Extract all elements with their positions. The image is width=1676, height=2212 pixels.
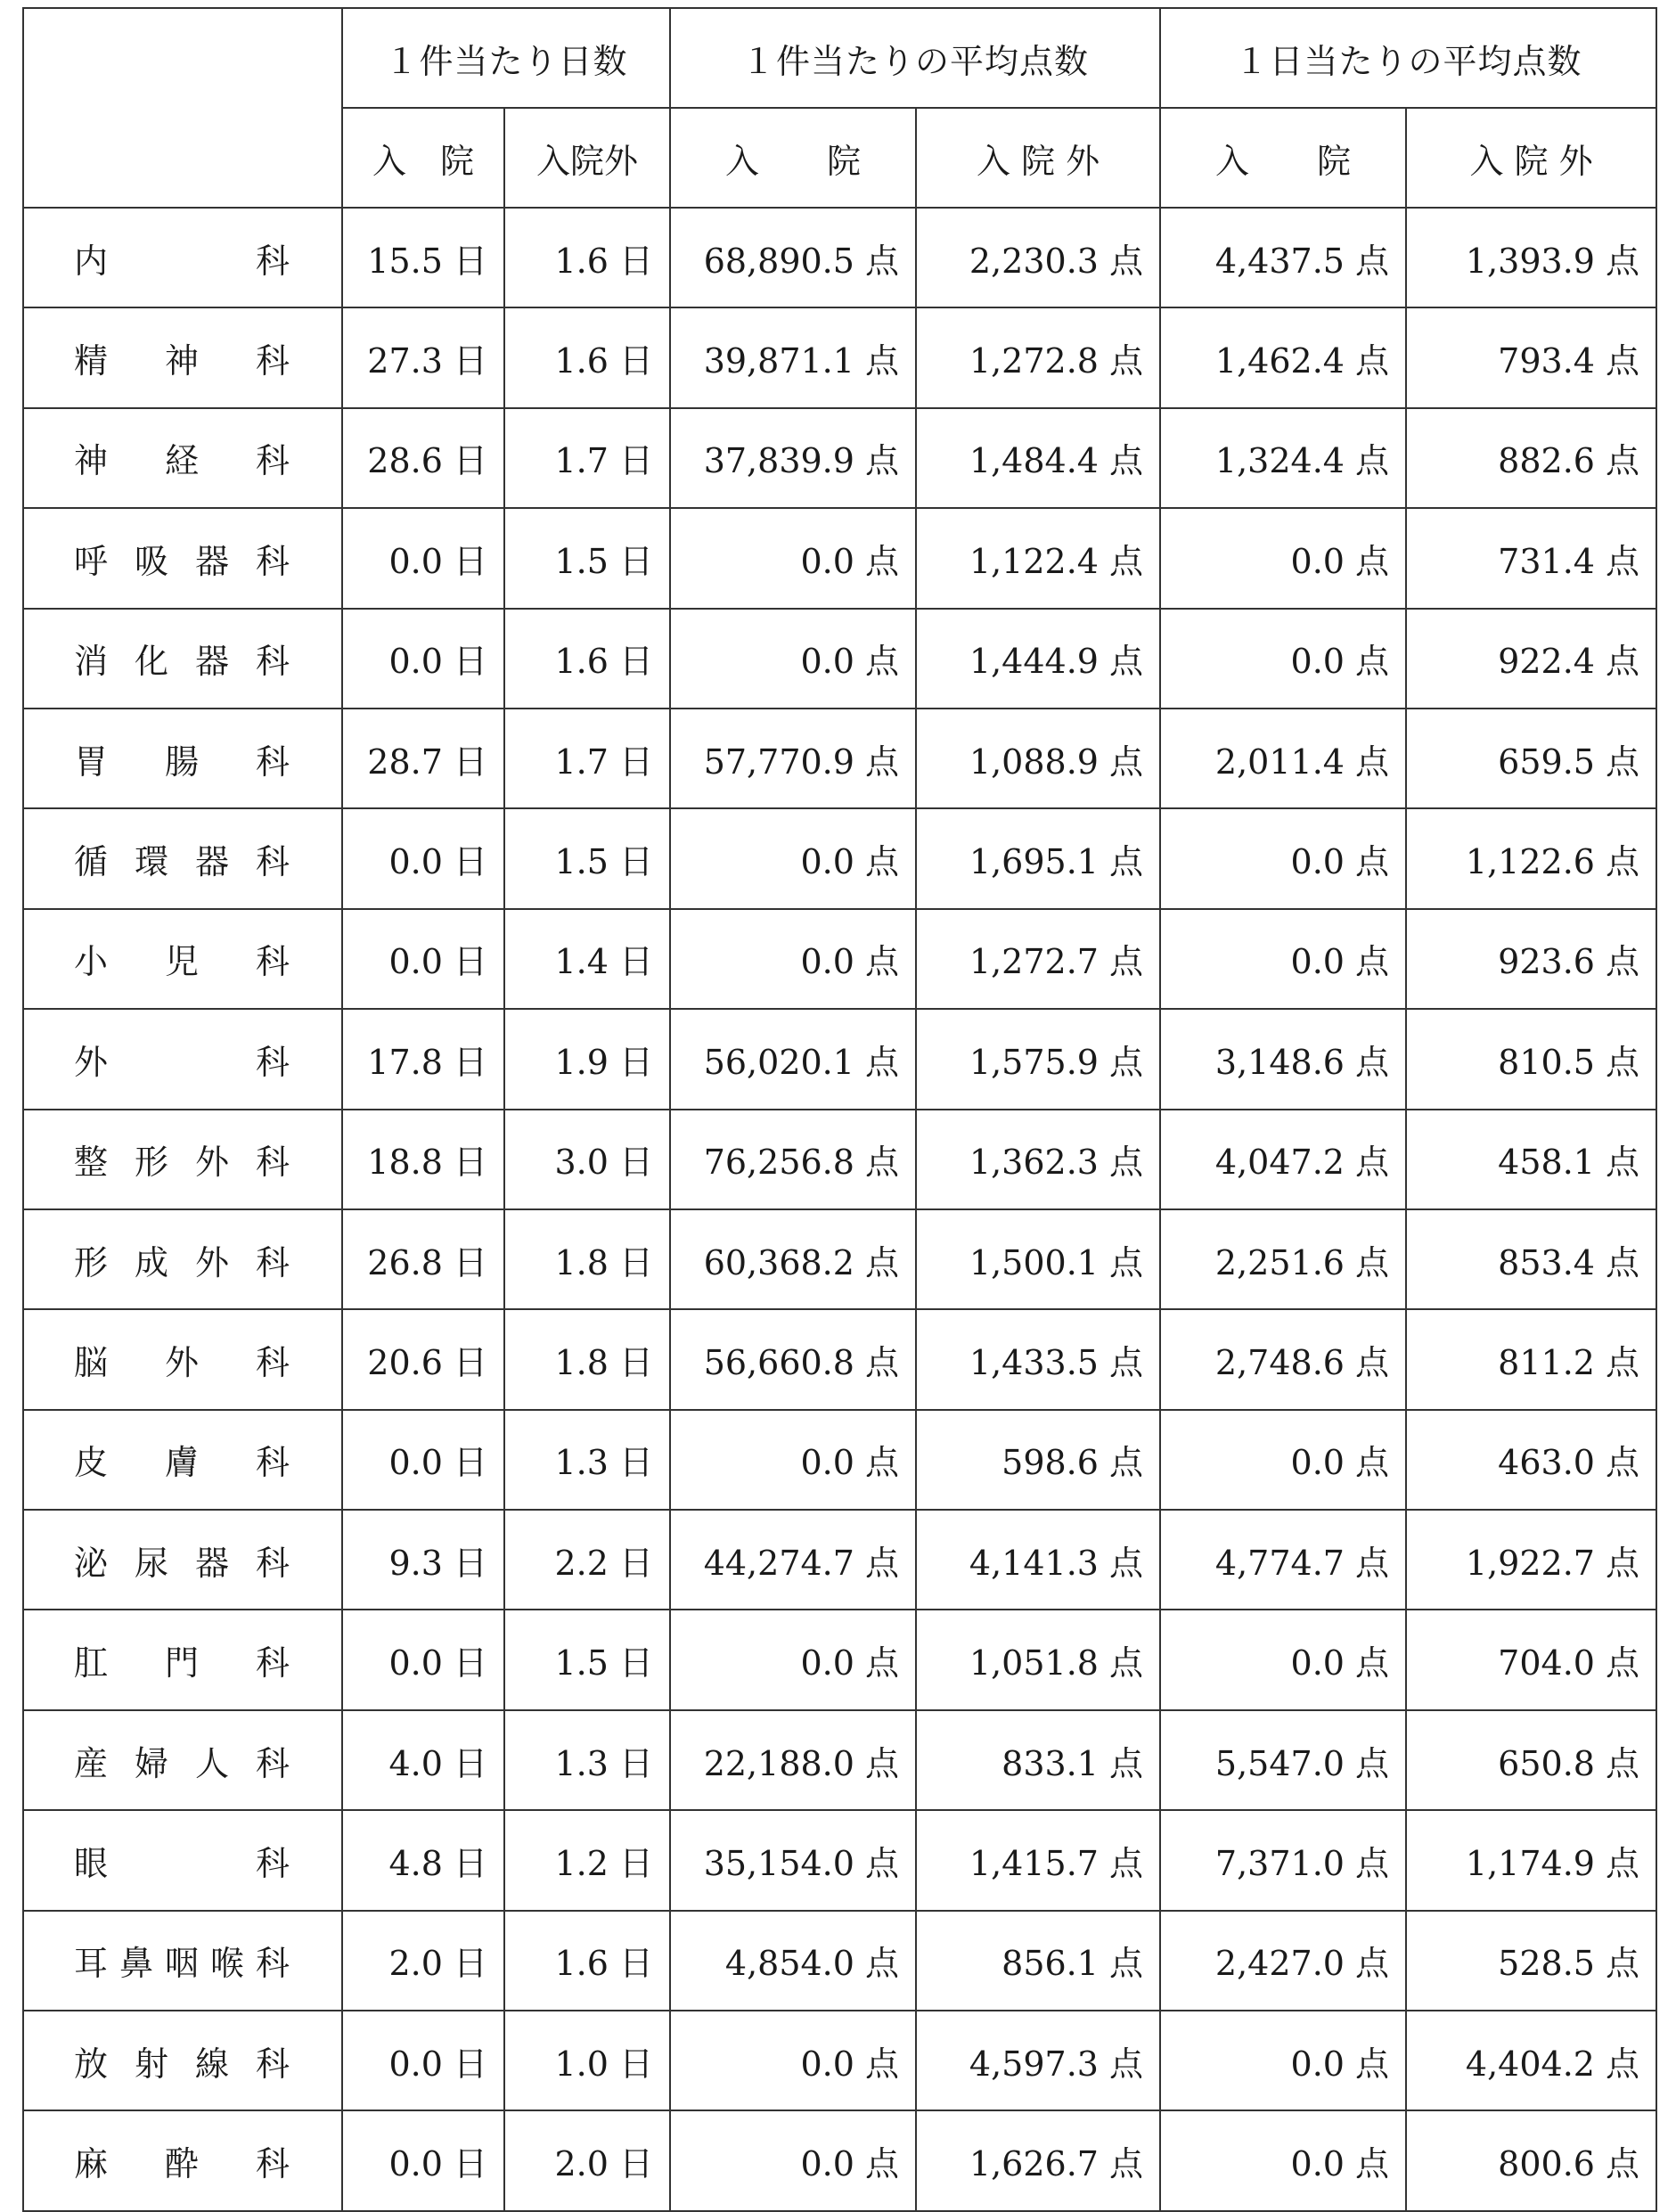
cell-points-day-outpatient: 1,122.6 点 xyxy=(1406,808,1656,908)
cell-days-outpatient: 1.7 日 xyxy=(504,709,670,808)
cell-points-day-inpatient: 0.0 点 xyxy=(1160,909,1406,1009)
cell-points-day-outpatient: 704.0 点 xyxy=(1406,1610,1656,1709)
subheader-inpatient: 入 院 xyxy=(670,108,916,208)
cell-days-outpatient: 1.5 日 xyxy=(504,1610,670,1709)
department-name: 整 形 外 科 xyxy=(23,1110,342,1209)
cell-points-day-inpatient: 0.0 点 xyxy=(1160,808,1406,908)
cell-points-day-outpatient: 1,393.9 点 xyxy=(1406,208,1656,307)
cell-points-case-inpatient: 0.0 点 xyxy=(670,2011,916,2110)
table-row xyxy=(23,508,1656,608)
cell-points-day-outpatient: 1,174.9 点 xyxy=(1406,1810,1656,1910)
cell-days-outpatient: 1.9 日 xyxy=(504,1009,670,1109)
cell-days-inpatient: 20.6 日 xyxy=(342,1309,504,1409)
table-row xyxy=(23,709,1656,808)
cell-points-day-inpatient: 1,462.4 点 xyxy=(1160,307,1406,407)
cell-points-day-outpatient: 853.4 点 xyxy=(1406,1209,1656,1309)
cell-points-case-outpatient: 1,575.9 点 xyxy=(916,1009,1160,1109)
cell-points-case-inpatient: 0.0 点 xyxy=(670,909,916,1009)
department-name: 神 経 科 xyxy=(23,408,342,508)
cell-points-day-outpatient: 882.6 点 xyxy=(1406,408,1656,508)
cell-points-case-inpatient: 35,154.0 点 xyxy=(670,1810,916,1910)
cell-points-case-outpatient: 1,484.4 点 xyxy=(916,408,1160,508)
cell-points-case-inpatient: 22,188.0 点 xyxy=(670,1710,916,1810)
cell-points-day-inpatient: 2,748.6 点 xyxy=(1160,1309,1406,1409)
header-points-per-case: １件当たりの平均点数 xyxy=(670,8,1160,108)
cell-points-day-inpatient: 4,774.7 点 xyxy=(1160,1510,1406,1610)
cell-points-case-outpatient: 833.1 点 xyxy=(916,1710,1160,1810)
department-name: 産 婦 人 科 xyxy=(23,1710,342,1810)
cell-points-case-outpatient: 1,362.3 点 xyxy=(916,1110,1160,1209)
cell-days-inpatient: 4.8 日 xyxy=(342,1810,504,1910)
cell-points-day-outpatient: 923.6 点 xyxy=(1406,909,1656,1009)
cell-points-case-outpatient: 1,088.9 点 xyxy=(916,709,1160,808)
table-row xyxy=(23,307,1656,407)
table-row xyxy=(23,909,1656,1009)
cell-days-outpatient: 1.6 日 xyxy=(504,1911,670,2011)
cell-points-case-inpatient: 0.0 点 xyxy=(670,1410,916,1510)
table-row xyxy=(23,609,1656,709)
table-row xyxy=(23,2110,1656,2210)
cell-points-case-inpatient: 44,274.7 点 xyxy=(670,1510,916,1610)
cell-points-day-inpatient: 7,371.0 点 xyxy=(1160,1810,1406,1910)
cell-days-outpatient: 1.7 日 xyxy=(504,408,670,508)
table-row xyxy=(23,1110,1656,1209)
cell-points-case-outpatient: 1,695.1 点 xyxy=(916,808,1160,908)
cell-days-inpatient: 0.0 日 xyxy=(342,1610,504,1709)
cell-points-case-outpatient: 1,433.5 点 xyxy=(916,1309,1160,1409)
cell-days-inpatient: 0.0 日 xyxy=(342,2011,504,2110)
cell-days-inpatient: 28.7 日 xyxy=(342,709,504,808)
cell-points-day-inpatient: 2,427.0 点 xyxy=(1160,1911,1406,2011)
cell-days-outpatient: 1.6 日 xyxy=(504,208,670,307)
table-row xyxy=(23,1810,1656,1910)
table-row xyxy=(23,808,1656,908)
table-row xyxy=(23,1911,1656,2011)
department-name: 眼 科 xyxy=(23,1810,342,1910)
cell-points-day-outpatient: 463.0 点 xyxy=(1406,1410,1656,1510)
department-name: 泌 尿 器 科 xyxy=(23,1510,342,1610)
cell-points-case-outpatient: 1,626.7 点 xyxy=(916,2110,1160,2210)
cell-points-case-inpatient: 57,770.9 点 xyxy=(670,709,916,808)
cell-days-outpatient: 3.0 日 xyxy=(504,1110,670,1209)
cell-points-day-inpatient: 0.0 点 xyxy=(1160,2011,1406,2110)
cell-days-outpatient: 1.3 日 xyxy=(504,1710,670,1810)
cell-days-outpatient: 1.4 日 xyxy=(504,909,670,1009)
cell-points-case-outpatient: 1,272.8 点 xyxy=(916,307,1160,407)
subheader-outpatient: 入院外 xyxy=(504,108,670,208)
cell-days-inpatient: 27.3 日 xyxy=(342,307,504,407)
cell-days-outpatient: 2.2 日 xyxy=(504,1510,670,1610)
cell-points-day-inpatient: 3,148.6 点 xyxy=(1160,1009,1406,1109)
table-row xyxy=(23,1410,1656,1510)
cell-points-case-inpatient: 56,020.1 点 xyxy=(670,1009,916,1109)
department-name: 肛 門 科 xyxy=(23,1610,342,1709)
cell-points-day-outpatient: 922.4 点 xyxy=(1406,609,1656,709)
cell-points-day-inpatient: 2,011.4 点 xyxy=(1160,709,1406,808)
cell-points-case-inpatient: 56,660.8 点 xyxy=(670,1309,916,1409)
cell-points-day-inpatient: 4,047.2 点 xyxy=(1160,1110,1406,1209)
cell-points-day-outpatient: 731.4 点 xyxy=(1406,508,1656,608)
header-points-per-day: １日当たりの平均点数 xyxy=(1160,8,1656,108)
cell-points-case-inpatient: 68,890.5 点 xyxy=(670,208,916,307)
cell-days-inpatient: 0.0 日 xyxy=(342,609,504,709)
cell-days-inpatient: 9.3 日 xyxy=(342,1510,504,1610)
cell-days-inpatient: 0.0 日 xyxy=(342,508,504,608)
cell-days-outpatient: 1.2 日 xyxy=(504,1810,670,1910)
cell-days-inpatient: 0.0 日 xyxy=(342,808,504,908)
cell-days-inpatient: 0.0 日 xyxy=(342,909,504,1009)
cell-points-day-inpatient: 0.0 点 xyxy=(1160,1410,1406,1510)
cell-days-outpatient: 1.0 日 xyxy=(504,2011,670,2110)
department-name: 皮 膚 科 xyxy=(23,1410,342,1510)
cell-points-day-inpatient: 4,437.5 点 xyxy=(1160,208,1406,307)
cell-points-day-inpatient: 0.0 点 xyxy=(1160,609,1406,709)
cell-points-day-inpatient: 2,251.6 点 xyxy=(1160,1209,1406,1309)
cell-points-case-outpatient: 1,415.7 点 xyxy=(916,1810,1160,1910)
cell-days-inpatient: 0.0 日 xyxy=(342,2110,504,2210)
table-row xyxy=(23,1610,1656,1709)
table-row xyxy=(23,208,1656,307)
cell-days-outpatient: 1.8 日 xyxy=(504,1309,670,1409)
cell-points-day-inpatient: 0.0 点 xyxy=(1160,1610,1406,1709)
cell-points-case-inpatient: 0.0 点 xyxy=(670,2110,916,2210)
cell-points-case-inpatient: 37,839.9 点 xyxy=(670,408,916,508)
subheader-inpatient: 入 院 xyxy=(1160,108,1406,208)
department-name: 麻 酔 科 xyxy=(23,2110,342,2210)
department-name: 内 科 xyxy=(23,208,342,307)
cell-points-case-outpatient: 4,597.3 点 xyxy=(916,2011,1160,2110)
subheader-inpatient: 入 院 xyxy=(342,108,504,208)
cell-points-case-inpatient: 4,854.0 点 xyxy=(670,1911,916,2011)
cell-points-day-outpatient: 650.8 点 xyxy=(1406,1710,1656,1810)
cell-days-inpatient: 28.6 日 xyxy=(342,408,504,508)
cell-points-day-outpatient: 1,922.7 点 xyxy=(1406,1510,1656,1610)
cell-points-day-outpatient: 659.5 点 xyxy=(1406,709,1656,808)
cell-points-case-inpatient: 60,368.2 点 xyxy=(670,1209,916,1309)
cell-points-case-outpatient: 1,122.4 点 xyxy=(916,508,1160,608)
cell-days-outpatient: 2.0 日 xyxy=(504,2110,670,2210)
table-row xyxy=(23,1710,1656,1810)
cell-points-case-inpatient: 0.0 点 xyxy=(670,1610,916,1709)
cell-days-inpatient: 15.5 日 xyxy=(342,208,504,307)
cell-points-case-inpatient: 76,256.8 点 xyxy=(670,1110,916,1209)
department-name: 外 科 xyxy=(23,1009,342,1109)
cell-days-outpatient: 1.5 日 xyxy=(504,808,670,908)
cell-points-case-outpatient: 2,230.3 点 xyxy=(916,208,1160,307)
table-row xyxy=(23,1209,1656,1309)
cell-points-case-inpatient: 0.0 点 xyxy=(670,508,916,608)
cell-points-case-inpatient: 0.0 点 xyxy=(670,808,916,908)
cell-points-day-inpatient: 1,324.4 点 xyxy=(1160,408,1406,508)
table-row xyxy=(23,1510,1656,1610)
cell-points-case-outpatient: 1,272.7 点 xyxy=(916,909,1160,1009)
cell-points-case-outpatient: 856.1 点 xyxy=(916,1911,1160,2011)
cell-points-case-outpatient: 1,444.9 点 xyxy=(916,609,1160,709)
cell-points-day-outpatient: 810.5 点 xyxy=(1406,1009,1656,1109)
cell-points-day-inpatient: 5,547.0 点 xyxy=(1160,1710,1406,1810)
cell-days-outpatient: 1.6 日 xyxy=(504,609,670,709)
cell-days-inpatient: 18.8 日 xyxy=(342,1110,504,1209)
department-name: 呼 吸 器 科 xyxy=(23,508,342,608)
cell-days-inpatient: 4.0 日 xyxy=(342,1710,504,1810)
department-name: 脳 外 科 xyxy=(23,1309,342,1409)
cell-points-case-inpatient: 0.0 点 xyxy=(670,609,916,709)
department-name: 循 環 器 科 xyxy=(23,808,342,908)
cell-days-inpatient: 17.8 日 xyxy=(342,1009,504,1109)
header-group-row xyxy=(23,8,1656,108)
cell-points-case-outpatient: 1,051.8 点 xyxy=(916,1610,1160,1709)
cell-points-day-outpatient: 4,404.2 点 xyxy=(1406,2011,1656,2110)
header-days-per-case: １件当たり日数 xyxy=(342,8,670,108)
table-row xyxy=(23,2011,1656,2110)
department-name: 耳鼻咽喉科 xyxy=(23,1911,342,2011)
cell-points-case-outpatient: 1,500.1 点 xyxy=(916,1209,1160,1309)
medical-stats-table xyxy=(22,7,1657,2212)
cell-points-day-outpatient: 793.4 点 xyxy=(1406,307,1656,407)
department-name: 放 射 線 科 xyxy=(23,2011,342,2110)
cell-points-day-outpatient: 528.5 点 xyxy=(1406,1911,1656,2011)
cell-points-day-outpatient: 800.6 点 xyxy=(1406,2110,1656,2210)
table-row xyxy=(23,1009,1656,1109)
department-name: 精 神 科 xyxy=(23,307,342,407)
department-name: 消 化 器 科 xyxy=(23,609,342,709)
cell-days-outpatient: 1.5 日 xyxy=(504,508,670,608)
cell-points-day-outpatient: 458.1 点 xyxy=(1406,1110,1656,1209)
cell-days-outpatient: 1.6 日 xyxy=(504,307,670,407)
corner-cell xyxy=(23,8,342,208)
cell-points-day-inpatient: 0.0 点 xyxy=(1160,2110,1406,2210)
table-body xyxy=(23,208,1656,2211)
department-name: 形 成 外 科 xyxy=(23,1209,342,1309)
subheader-outpatient: 入 院 外 xyxy=(916,108,1160,208)
subheader-outpatient: 入 院 外 xyxy=(1406,108,1656,208)
cell-points-day-outpatient: 811.2 点 xyxy=(1406,1309,1656,1409)
department-name: 胃 腸 科 xyxy=(23,709,342,808)
cell-points-day-inpatient: 0.0 点 xyxy=(1160,508,1406,608)
table-row xyxy=(23,1309,1656,1409)
cell-days-inpatient: 26.8 日 xyxy=(342,1209,504,1309)
cell-points-case-outpatient: 598.6 点 xyxy=(916,1410,1160,1510)
cell-days-inpatient: 2.0 日 xyxy=(342,1911,504,2011)
department-name: 小 児 科 xyxy=(23,909,342,1009)
table-row xyxy=(23,408,1656,508)
cell-days-outpatient: 1.8 日 xyxy=(504,1209,670,1309)
cell-days-inpatient: 0.0 日 xyxy=(342,1410,504,1510)
cell-days-outpatient: 1.3 日 xyxy=(504,1410,670,1510)
cell-points-case-inpatient: 39,871.1 点 xyxy=(670,307,916,407)
cell-points-case-outpatient: 4,141.3 点 xyxy=(916,1510,1160,1610)
